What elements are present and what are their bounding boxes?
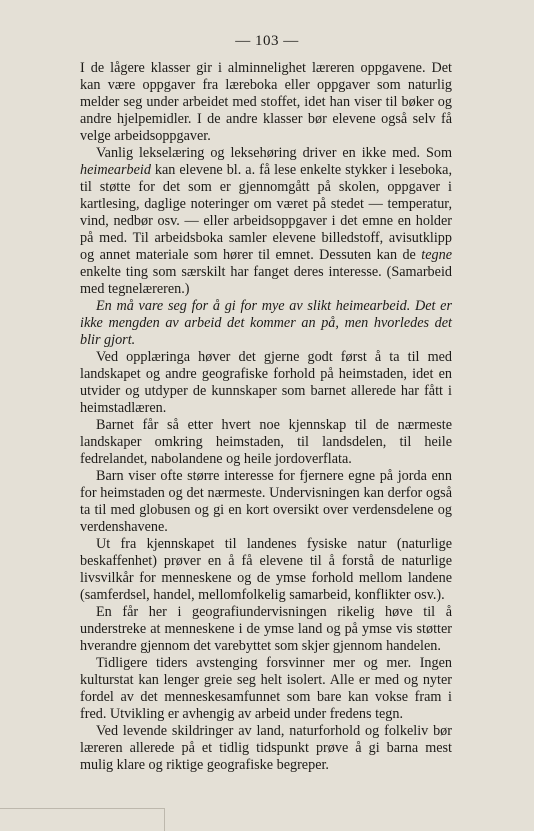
paragraph-text: Vanlig lekselæring og leksehøring driver en ikke med. Som [96, 145, 452, 161]
paragraph [80, 468, 452, 536]
paragraph-text: En får her i geografiundervisningen rikelig høve til å understreke at menneskene i de ymse land og på ymse vis støtter hverandre gjennom det varebyttet som skjer gjennom handelen. [80, 604, 452, 654]
paragraph-text: Tidligere tiders avstenging forsvinner mer og mer. Ingen kulturstat kan lenger greie seg helt isolert. Alle er med og nyter fordel av det menneskesamfunnet som bare kan vokse fram i fred. Utvikling er avhengig av arbeid under fredens tegn. [80, 655, 452, 722]
paragraph [80, 723, 452, 774]
italic-paragraph [80, 298, 452, 349]
italic-term: tegne [421, 247, 452, 263]
paragraph [80, 655, 452, 723]
italic-term: heimearbeid [80, 162, 151, 178]
paragraph [80, 536, 452, 604]
paragraph-text: En må vare seg for å gi for mye av slikt heimearbeid. Det er ikke mengden av arbeid det kommer an på, men hvorledes det blir gjort. [80, 298, 452, 348]
paragraph-text: Barn viser ofte større interesse for fjernere egne på jorda enn for heimstaden og det nærmeste. Undervisningen kan derfor også ta til med globusen og gi en kort oversikt over verdensdelene og verdenshavene. [80, 468, 452, 535]
paragraph [80, 60, 452, 145]
paragraph [80, 604, 452, 655]
paragraph [80, 145, 452, 298]
paragraph-text: Barnet får så etter hvert noe kjennskap til de nærmeste landskaper omkring heimstaden, til landsdelen, til heile fedrelandet, nabolandene og heile jordoverflata. [80, 417, 452, 467]
paragraph-text: I de lågere klasser gir i alminnelighet læreren oppgavene. Det kan være oppgaver fra læreboka eller oppgaver som naturlig melder seg under arbeidet med stoffet, idet han viser til bøker og andre hjelpemidler. I de andre klasser bør elevene også selv få velge arbeidsoppgaver. [80, 60, 452, 144]
paragraph-text: Ved opplæringa høver det gjerne godt først å ta til med landskapet og andre geografiske forhold på heimstaden, idet en utvider og utdyper de kunnskaper som barnet allerede har fått i heimstadlæren. [80, 349, 452, 416]
body-text [80, 60, 452, 774]
paragraph-text: Ut fra kjennskapet til landenes fysiske natur (naturlige beskaffenhet) prøver en å få elevene til å forstå de naturlige livsvilkår for menneskene og de ymse forhold mellom landene (samferdsel, handel, mellomfolkelig samarbeid, konflikter osv.). [80, 536, 452, 603]
paragraph-text: Ved levende skildringer av land, naturforhold og folkeliv bør læreren allerede på et tidlig tidspunkt prøve å gi barna mest mulig klare og riktige geografiske begreper. [80, 723, 452, 773]
paragraph [80, 417, 452, 468]
paragraph [80, 349, 452, 417]
page-number: — 103 — [235, 33, 299, 49]
page-corner-line [0, 808, 165, 831]
paragraph-text: enkelte ting som særskilt har fanget deres interesse. (Samarbeid med tegnelæreren.) [80, 264, 452, 297]
paragraph-text: kan elevene bl. a. få lese enkelte stykker i leseboka, til støtte for det som er gjennomgått på skolen, oppgaver i kartlesing, daglige noteringer om været på stedet — temperatur, vind, nedbør osv. — eller arbeidsoppgaver i det emne en holder på med. Til arbeidsboka samler elevene billedstoff, avisutklipp og annet materiale som hører til emnet. Dessuten kan de [80, 162, 452, 263]
